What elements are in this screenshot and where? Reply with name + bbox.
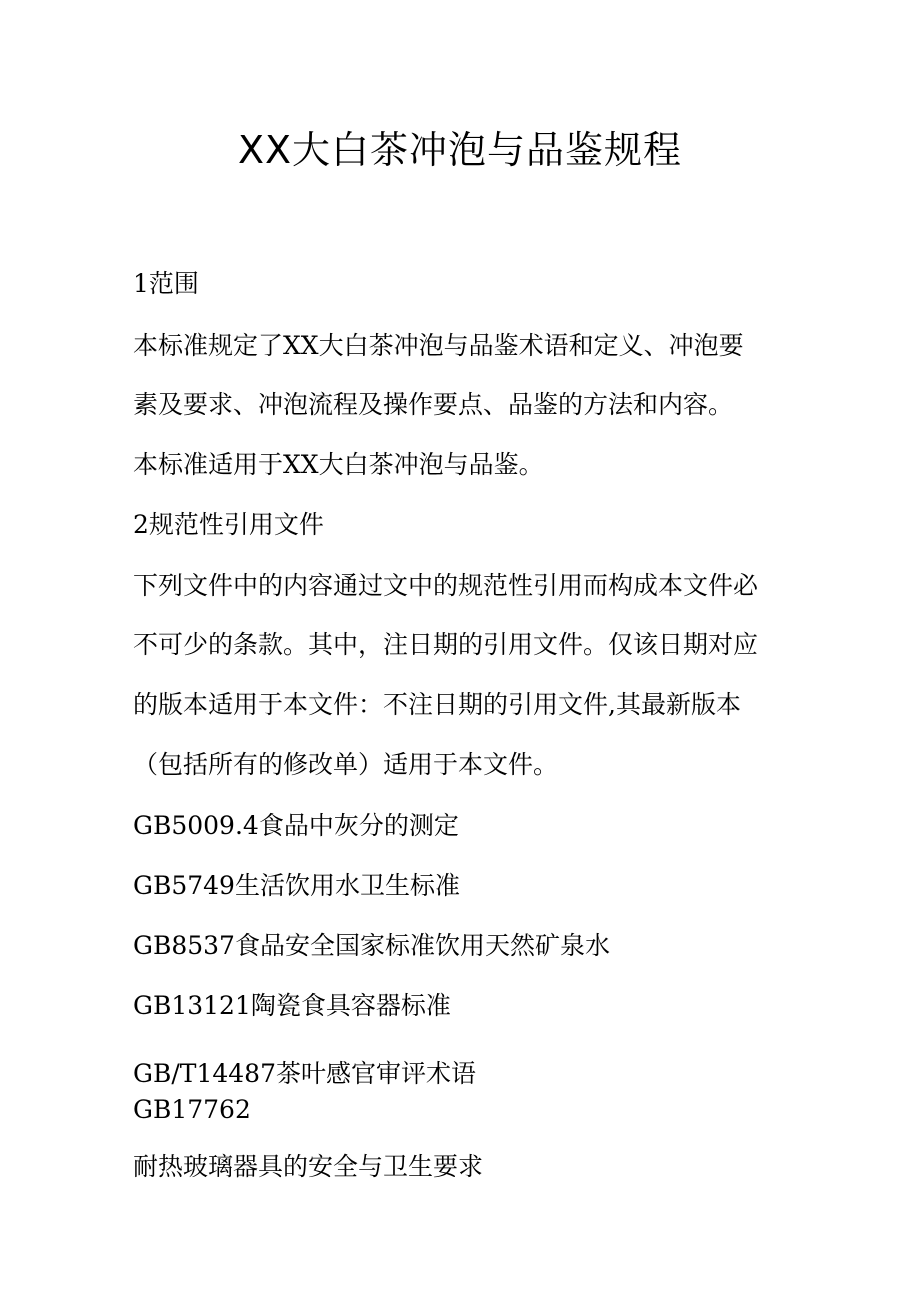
paragraph-line: 素及要求、冲泡流程及操作要点、品鉴的方法和内容。 xyxy=(133,390,734,419)
section-1-heading: 1范围 xyxy=(133,269,199,298)
reference-item: GB5749生活饮用水卫生标准 xyxy=(133,871,460,900)
document-title: XX大白茶冲泡与品鉴规程 xyxy=(237,128,683,172)
reference-item: GB17762 xyxy=(133,1095,251,1124)
reference-item: GB13121陶瓷食具容器标准 xyxy=(133,991,451,1020)
section-2-heading: 2规范性引用文件 xyxy=(133,510,324,539)
reference-item: GB8537食品安全国家标准饮用天然矿泉水 xyxy=(133,931,610,960)
paragraph-line: 本标准规定了XX大白茶冲泡与品鉴术语和定义、冲泡要 xyxy=(133,331,744,360)
reference-item: GB/T14487茶叶感官审评术语 xyxy=(133,1059,476,1088)
reference-item: GB5009.4食品中灰分的测定 xyxy=(133,811,459,840)
paragraph-line: 本标准适用于XX大白茶冲泡与品鉴。 xyxy=(133,450,544,479)
reference-item: 耐热玻璃器具的安全与卫生要求 xyxy=(133,1152,484,1181)
paragraph-line: 的版本适用于本文件：不注日期的引用文件,其最新版本 xyxy=(133,690,741,719)
paragraph-line: 下列文件中的内容通过文中的规范性引用而构成本文件必 xyxy=(133,571,759,600)
paragraph-line: （包括所有的修改单）适用于本文件。 xyxy=(133,750,559,779)
paragraph-line: 不可少的条款。其中，注日期的引用文件。仅该日期对应 xyxy=(133,630,759,659)
